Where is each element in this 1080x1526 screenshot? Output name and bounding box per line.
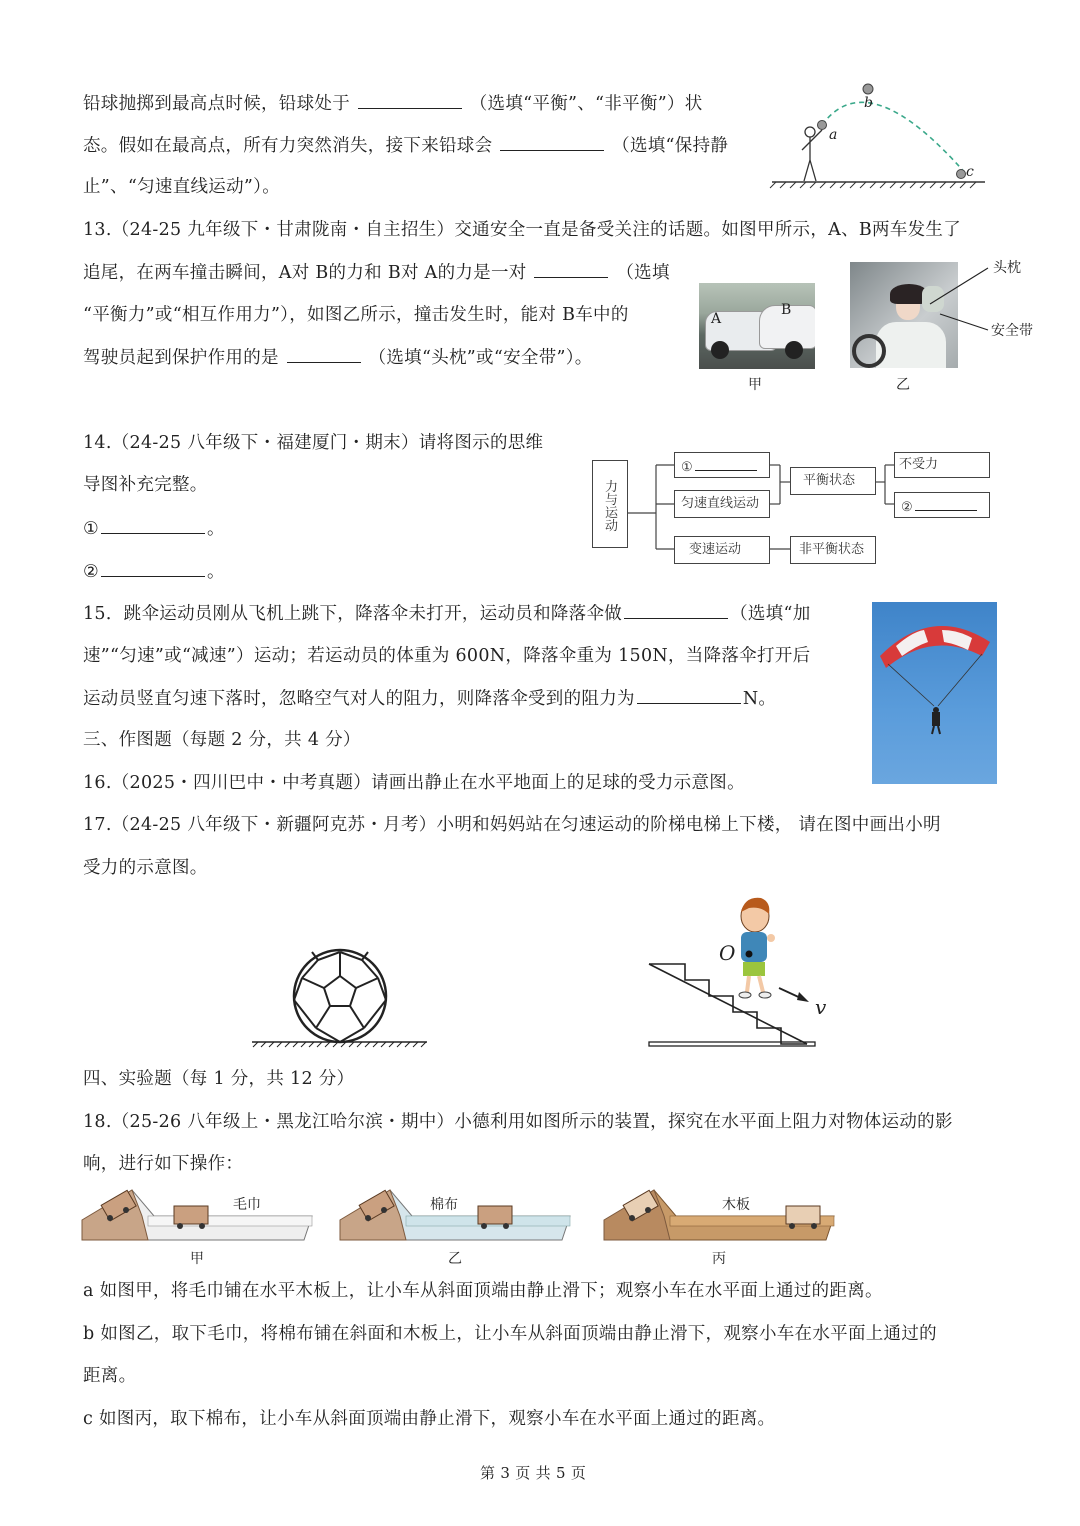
q18-step-a: a 如图甲，将毛巾铺在水平木板上，让小车从斜面顶端由静止滑下；观察小车在水平面上通过的距离。 [83,1281,883,1301]
surface-label-cotton: 棉布 [430,1197,458,1213]
answer-blank[interactable] [287,346,361,363]
period: 。 [207,519,225,539]
figure-caption-jia: 甲 [748,377,762,393]
mindmap-blank-1[interactable] [695,458,757,471]
experiment-cotton-figure [340,1186,575,1242]
q17-line1: 17.（24-25 八年级下・新疆阿克苏・月考）小明和妈妈站在匀速运动的阶梯电梯上下楼， 请在图中画出小明 [83,815,941,835]
q14-answer1 [83,517,225,540]
answer-marker: ② [83,562,99,582]
experiment-wood-figure [604,1186,839,1242]
q13-text: 追尾，在两车撞击瞬间，A对 B的力和 B对 A的力是一对 [83,263,527,283]
page-footer: 第 3 页 共 5 页 [480,1464,587,1482]
mindmap-unbalanced-state: 非平衡状态 [790,536,876,564]
surface-label-towel: 毛巾 [233,1197,261,1213]
q15-line2: 速”“匀速”或“减速”）运动；若运动员的体重为 600N，降落伞重为 150N，当降落伞打开后 [83,646,811,666]
q18-step-b-line2: 距离。 [83,1366,137,1386]
point-label-b: b [864,95,873,111]
point-label-c: c [966,164,974,180]
q13-line1: 13.（24-25 九年级下・甘肃陇南・自主招生）交通安全一直是备受关注的话题。如图甲所示，A、B两车发生了 [83,220,962,240]
q13-text: （选填 [616,263,670,283]
q14-line1: 14.（24-25 八年级下・福建厦门・期末）请将图示的思维 [83,433,544,453]
q12-line2 [83,134,728,157]
experiment-towel-figure [82,1186,317,1242]
answer-blank[interactable] [500,134,604,151]
period: 。 [207,562,225,582]
q16-text: 16.（2025・四川巴中・中考真题）请画出静止在水平地面上的足球的受力示意图。 [83,773,745,793]
mindmap-root: 力与运动 [592,460,628,548]
mindmap-node-1 [674,452,770,478]
q12-line3: 止”、“匀速直线运动”）。 [83,177,280,197]
figure-caption-bing: 丙 [712,1251,726,1267]
answer-marker: ① [83,519,99,539]
surface-label-wood: 木板 [722,1197,750,1213]
escalator-boy-figure [645,894,845,1054]
q15-text: 运动员竖直匀速下落时，忽略空气对人的阻力，则降落伞受到的阻力为 [83,689,635,709]
label-headrest: 头枕 [993,260,1021,276]
mindmap-no-force: 不受力 [894,452,990,478]
section-4-heading: 四、实验题（每 1 分，共 12 分） [83,1069,355,1089]
figure-caption-yi: 乙 [896,377,910,393]
q15-text: （选填“加 [730,604,811,624]
point-label-a: a [829,127,838,143]
answer-blank[interactable] [534,261,608,278]
shotput-trajectory-figure [770,80,990,190]
q13-line3: “平衡力”或“相互作用力”），如图乙所示，撞击发生时，能对 B车中的 [83,305,629,325]
answer-blank[interactable] [101,560,205,577]
q12-text: 态。假如在最高点，所有力突然消失，接下来铅球会 [83,136,493,156]
q14-line2: 导图补充完整。 [83,475,208,495]
parachute-photo [872,602,997,784]
q12-line1 [83,92,703,115]
mindmap-blank-2[interactable] [915,498,977,511]
q13-text: 驾驶员起到保护作用的是 [83,348,279,368]
q17-line2: 受力的示意图。 [83,858,208,878]
mindmap-balanced-state: 平衡状态 [790,467,876,495]
q12-text: （选填“保持静 [612,136,729,156]
answer-blank[interactable] [637,687,741,704]
point-label-o: O [719,941,736,965]
q14-answer2 [83,560,225,583]
q12-text: （选填“平衡”、“非平衡”）状 [469,94,703,114]
q18-step-b-line1: b 如图乙，取下毛巾，将棉布铺在斜面和木板上，让小车从斜面顶端由静止滑下，观察小车在水平面上通过的 [83,1324,937,1344]
car-label-a: A [711,311,722,327]
mindmap-variable-motion: 变速运动 [674,536,770,564]
mindmap-node-2 [894,492,990,518]
q18-step-c: c 如图丙，取下棉布，让小车从斜面顶端由静止滑下，观察小车在水平面上通过的距离。 [83,1409,776,1429]
q13-line2 [83,261,670,284]
driver-callout-lines [930,262,990,332]
q18-line1: 18.（25-26 八年级上・黑龙江哈尔滨・期中）小德利用如图所示的装置，探究在水平面上阻力对物体运动的影 [83,1112,953,1132]
answer-blank[interactable] [624,602,728,619]
mindmap-node-2-label: ② [901,500,913,515]
velocity-label-v: v [815,995,827,1019]
q13-text: （选填“头枕”或“安全带”）。 [368,348,593,368]
football-on-ground-figure [252,948,432,1048]
mindmap-node-1-label: ① [681,460,693,475]
label-seatbelt: 安全带 [991,323,1033,339]
answer-blank[interactable] [358,92,462,109]
section-3-heading: 三、作图题（每题 2 分，共 4 分） [83,730,361,750]
q15-line3 [83,687,776,710]
q12-text: 铅球抛掷到最高点时候，铅球处于 [83,94,350,114]
mindmap-uniform-motion: 匀速直线运动 [674,490,770,518]
figure-caption-jia: 甲 [190,1251,204,1267]
q13-line4 [83,346,593,369]
q15-text: 15．跳伞运动员刚从飞机上跳下，降落伞未打开，运动员和降落伞做 [83,604,623,624]
car-label-b: B [781,302,792,318]
figure-caption-yi: 乙 [448,1251,462,1267]
q18-line2: 响，进行如下操作： [83,1154,244,1174]
q15-text: N。 [742,689,777,709]
q15-line1 [83,602,811,625]
answer-blank[interactable] [101,517,205,534]
